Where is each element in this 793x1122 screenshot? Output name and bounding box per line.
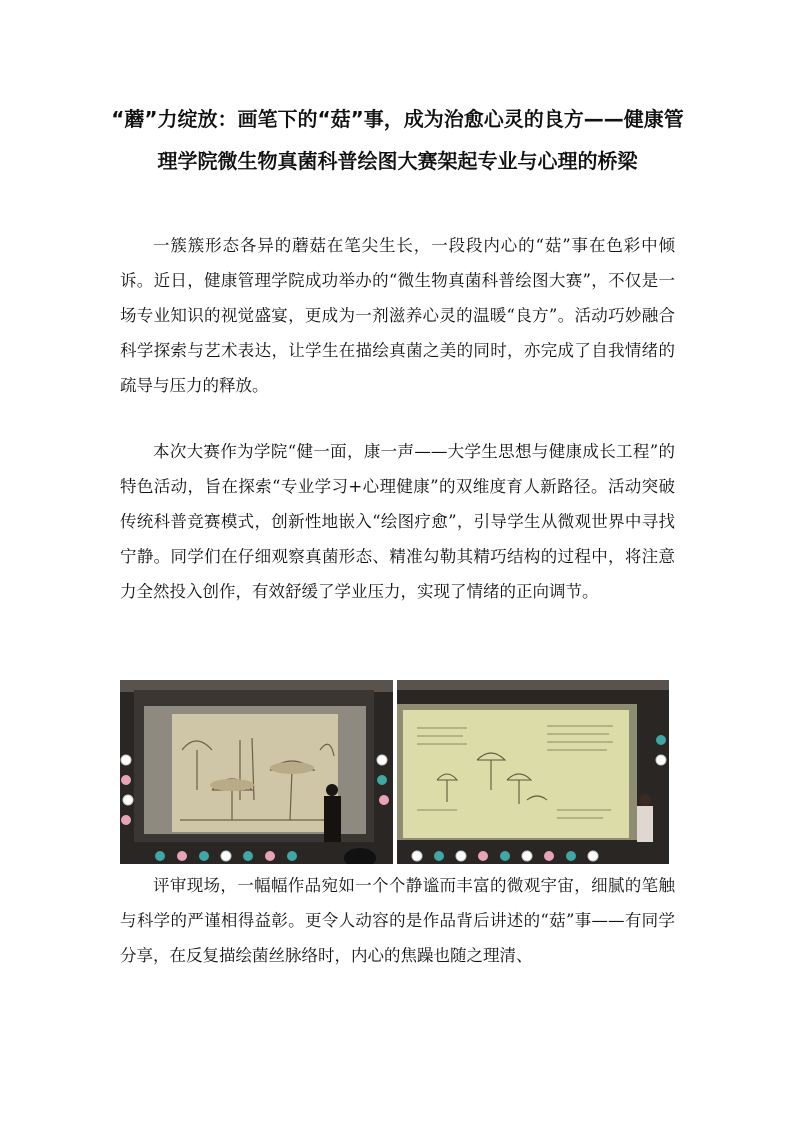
article-title: “蘑”力绽放：画笔下的“菇”事，成为治愈心灵的良方——健康管理学院微生物真菌科普绘图大赛架起专业与心理的桥梁 bbox=[111, 107, 684, 173]
photo-right-presentation bbox=[397, 680, 669, 864]
paragraph-3: 评审现场，一幅幅作品宛如一个个静谧而丰富的微观宇宙，细腻的笔触与科学的严谨相得益彰。更令人动容的是作品背后讲述的“菇”事——有同学分享，在反复描绘菌丝脉络时，内心的焦躁也随之理清、 bbox=[120, 876, 675, 965]
paragraph-1: 一簇簇形态各异的蘑菇在笔尖生长，一段段内心的“菇”事在色彩中倾诉。近日，健康管理学院成功举办的“微生物真菌科普绘图大赛”，不仅是一场专业知识的视觉盛宴，更成为一剂滋养心灵的温暖“良方”。活动巧妙融合科学探索与艺术表达，让学生在描绘真菌之美的同时，亦完成了自我情绪的疏导与压力的释放。 bbox=[120, 236, 675, 395]
paragraph-2: 本次大赛作为学院“健一面，康一声——大学生思想与健康成长工程”的特色活动，旨在探索“专业学习+心理健康”的双维度育人新路径。活动突破传统科普竞赛模式，创新性地嵌入“绘图疗愈”，引导学生从微观世界中寻找宁静。同学们在仔细观察真菌形态、精准勾勒其精巧结构的过程中，将注意力全然投入创作，有效舒缓了学业压力，实现了情绪的正向调节。 bbox=[120, 442, 675, 601]
photo-left-presentation bbox=[120, 680, 393, 864]
event-photos bbox=[120, 680, 669, 864]
